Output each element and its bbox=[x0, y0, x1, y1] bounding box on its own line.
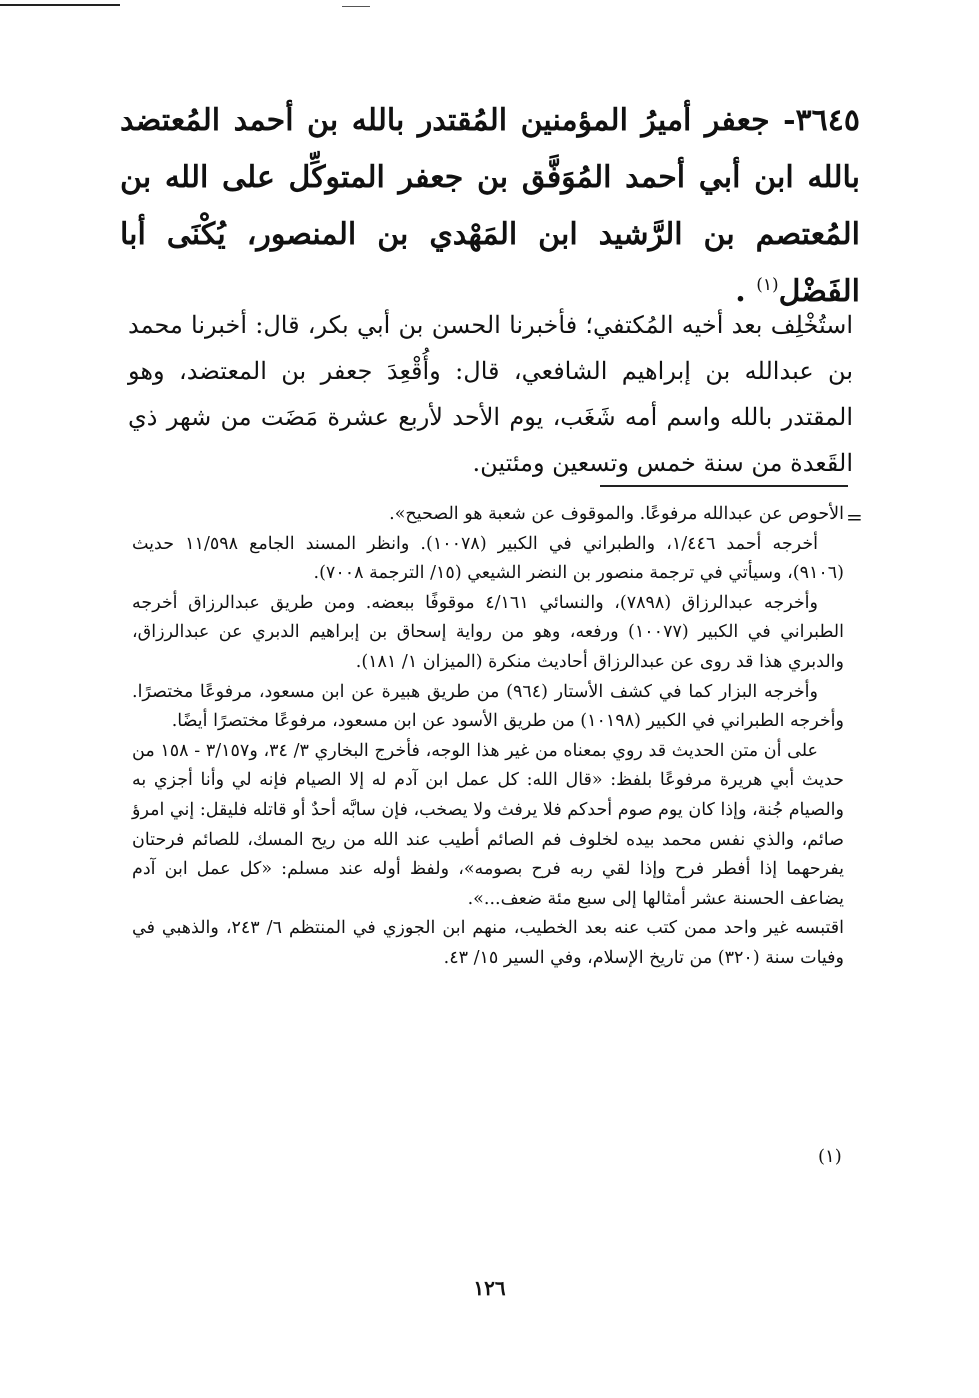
top-edge-rule bbox=[0, 4, 120, 6]
page-number: ١٢٦ bbox=[473, 1276, 506, 1300]
footnote-reference: (١) bbox=[756, 275, 779, 295]
biography-entry-heading bbox=[120, 92, 860, 320]
top-edge-mark bbox=[342, 6, 370, 7]
note-paragraph: أخرجه أحمد ١/٤٤٦، والطبراني في الكبير (١٠٠٧٨). وانظر المسند الجامع ١١/٥٩٨ حديث (٩١٠٦)، وسيأتي في ترجمة منصور بن النضر الشيعي (١٥/ الترجمة ٧٠٠٨). bbox=[132, 533, 844, 584]
note-paragraph: على أن متن الحديث قد روي بمعناه من غير هذا الوجه، فأخرج البخاري ٣/ ٣٤، و٣/١٥٧ - ١٥٨ من حديث أبي هريرة مرفوعًا بلفظ: «قال الله: كل عمل ابن آدم له إلا الصيام فإنه لي وأنا أجزي به والصيام جُنة، وإذا كان يوم صوم أحدكم فلا يرفث ولا يصخب، فإن سابَّه أحدٌ أو قاتله فليقل: إني امرؤ صائم، والذي نفس محمد بيده لخلوف فم الصائم أطيب عند الله من ريح المسك، للصائم فرحتان يفرحهما إذا أفطر فرح وإذا لقي ربه فرح بصومه»، ولفظ أوله عند مسلم: «كل عمل ابن آدم يضاعف الحسنة عشر أمثالها إلى سبع مئة ضعف...». bbox=[132, 740, 844, 909]
footnote-one-text: اقتبسه غير واحد ممن كتب عنه بعد الخطيب، منهم ابن الجوزي في المنتظم ٦/ ٢٤٣، والذهبي في وفيات سنة (٣٢٠) من تاريخ الإسلام، وفي السير ١٥/ ٤٣. bbox=[132, 918, 844, 968]
continuation-mark: = bbox=[846, 505, 863, 529]
footnote-one-marker: (١) bbox=[818, 1146, 842, 1167]
note-paragraph: الأحوص عن عبدالله مرفوعًا. والموقوف عن شعبة هو الصحيح». bbox=[389, 504, 844, 524]
note-paragraph: وأخرجه البزار كما في كشف الأستار (٩٦٤) من طريق هبيرة عن ابن مسعود، مرفوعًا مختصرًا. وأخرجه الطبراني في الكبير (١٠١٩٨) من طريق الأسود عن ابن مسعود، مرفوعًا مختصرًا أيضًا. bbox=[132, 681, 844, 732]
entry-end-punctuation: . bbox=[735, 274, 757, 309]
footnote-separator bbox=[600, 485, 848, 487]
entry-text: جعفر أميرُ المؤمنين المُقتدر بالله بن أحمد المُعتضد بالله ابن أبي أحمد المُوَفَّق بن جعفر المتوكِّل على الله بن المُعتصم بن الرَّشيد ابن المَهْدي بن المنصور، يُكْنَى أبا الفَضْل bbox=[120, 103, 860, 309]
body-paragraph: استُخْلِف بعد أخيه المُكتفي؛ فأخبرنا الحسن بن أبي بكر، قال: أخبرنا محمد بن عبدالله بن إبراهيم الشافعي، قال: وأُقْعِدَ جعفر بن المعتضد، وهو المقتدر بالله واسم أمه شَغَب، يوم الأحد لأربع عشرة مَضَت من شهر ذي القَعدة من سنة خمس وتسعين ومئتين. bbox=[128, 311, 853, 477]
footnotes-block bbox=[132, 500, 844, 974]
entry-number: ٣٦٤٥- bbox=[769, 103, 860, 138]
note-paragraph: وأخرجه عبدالرزاق (٧٨٩٨)، والنسائي ٤/١٦١ موقوفًا ببعضه. ومن طريق عبدالرزاق أخرجه الطبراني في الكبير (١٠٠٧٧) ورفعه، وهو من رواية إسحاق بن إبراهيم الدبري عن عبدالرزاق، والدبري هذا قد روى عن عبدالرزاق أحاديث منكرة (الميزان ١/ ١٨١). bbox=[132, 592, 844, 672]
